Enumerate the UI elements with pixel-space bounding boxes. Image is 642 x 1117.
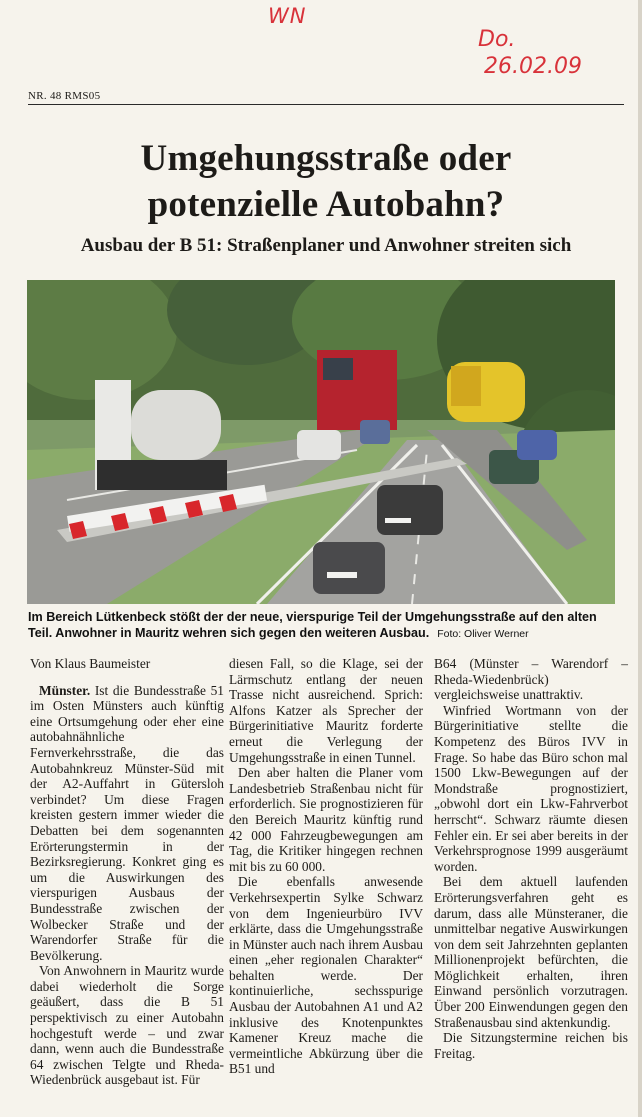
headline-line-2: potenzielle Autobahn? — [147, 184, 505, 225]
photo-caption — [28, 609, 624, 642]
handwritten-date-stamp — [478, 26, 582, 80]
paragraph — [30, 683, 224, 964]
top-divider — [28, 104, 624, 105]
byline: Von Klaus Baumeister — [30, 656, 151, 671]
page-edge — [638, 0, 642, 1117]
paragraph-text: Ist die Bundesstraße 51 im Osten Münsters auch künftig eine Ortsumgehung oder eher eine autobahnähnliche Fernverkehrsstraße, die das Autobahnkreuz Münster-Süd mit der A2-Auffahrt in Gütersloh verbindet? Um diese Fragen kreisten gestern immer wieder die Debatten bei dem sogenannten Erörterungstermin in der Bezirksregierung. Konkret ging es um die Auswirkungen des vierspurigen Ausbaus der Bundesstraße zwischen der Wolbecker Straße und der Warendorfer Straße für die Bevölkerung. — [30, 682, 224, 963]
paragraph: Winfried Wortmann von der Bürgerinitiative stellte die Kompetenz des Büros IVV in Frage. So habe das Büro schon mal 1500 Lkw-Bewegungen auf der Mondstraße prognostiziert, „obwohl dort ein Lkw-Fahrverbot herrscht“. Schwarz räumte diesen Fehler ein. Er sei aber bereits in der Verkehrsprognose 1999 ausgeräumt worden. — [434, 702, 628, 874]
article-headline — [28, 136, 624, 228]
paragraph: diesen Fall, so die Klage, sei der Lärmschutz entlang der neuen Trasse nicht ausreichend. Sprich: Alfons Katzer als Sprecher der Bürgerinitiative Mauritz forderte erneut die Verlegung der Umgehungsstraße in einen Tunnel. — [229, 656, 423, 765]
paragraph: Bei dem aktuell laufenden Erörterungsverfahren geht es darum, dass alle Münsteraner, die unmittelbar negative Auswirkungen von dem seit Jahrzehnten geplanten Millionenprojekt befürchten, die Möglichkeit erhalten, ihren Einwand persönlich vorzutragen. Über 200 Einwendungen gegen den Straßenausbau sind aktenkundig. — [434, 874, 628, 1030]
caption-text: Im Bereich Lütkenbeck stößt der der neue, vierspurige Teil der Umgehungsstraße auf den alten Teil. Anwohner in Mauritz wehren sich gegen den weiteren Ausbau. — [28, 610, 597, 640]
photo-credit: Foto: Oliver Werner — [437, 628, 529, 640]
paragraph: Von Anwohnern in Mauritz wurde dabei wiederholt die Sorge geäußert, dass die B 51 perspektivisch zu einer Autobahn hochgestuft werde – und zwar dann, wenn auch die Bundesstraße 64 zwischen Telgte und Rheda-Wiedenbrück ausgebaut ist. Für — [30, 963, 224, 1088]
paragraph: B64 (Münster – Warendorf – Rheda-Wiedenbrück) vergleichsweise unattraktiv. — [434, 656, 628, 703]
paragraph: Die ebenfalls anwesende Verkehrsexpertin Sylke Schwarz von dem Ingenieurbüro IVV erklärte, dass die Umgehungsstraße in Münster auch nach ihrem Ausbau einen „eher regionalen Charakter“ behalten werde. Der kontinuierliche, sechsspurige Ausbau der Autobahnen A1 und A2 inklusive des Knotenpunktes Kamener Kreuz mache die vermeintliche Abkürzung über die B51 und — [229, 874, 423, 1077]
date-stamp-weekday: Do. — [478, 27, 516, 52]
date-stamp-date: 26.02.09 — [484, 54, 582, 79]
issue-number: NR. 48 RMS05 — [28, 90, 101, 102]
paragraph: Die Sitzungstermine reichen bis Freitag. — [434, 1030, 628, 1061]
article-subheadline: Ausbau der B 51: Straßenplaner und Anwohner streiten sich — [80, 235, 572, 256]
highway-photo-illustration — [27, 280, 615, 604]
article-photo — [27, 280, 615, 604]
article-column-2 — [229, 656, 423, 1077]
article-column-3 — [434, 656, 628, 1061]
dateline: Münster. — [39, 682, 91, 698]
paragraph: Den aber halten die Planer vom Landesbetrieb Straßenbau nicht für erforderlich. Sie prognostizieren für den Bereich Mauritz künftig rund 42 000 Fahrzeugbewegungen am Tag, die Kritiker hingegen rechnen mit bis zu 60 000. — [229, 765, 423, 874]
headline-line-1: Umgehungsstraße oder — [140, 138, 512, 179]
handwritten-source-stamp: WN — [268, 4, 307, 28]
article-column-1 — [30, 656, 224, 1088]
